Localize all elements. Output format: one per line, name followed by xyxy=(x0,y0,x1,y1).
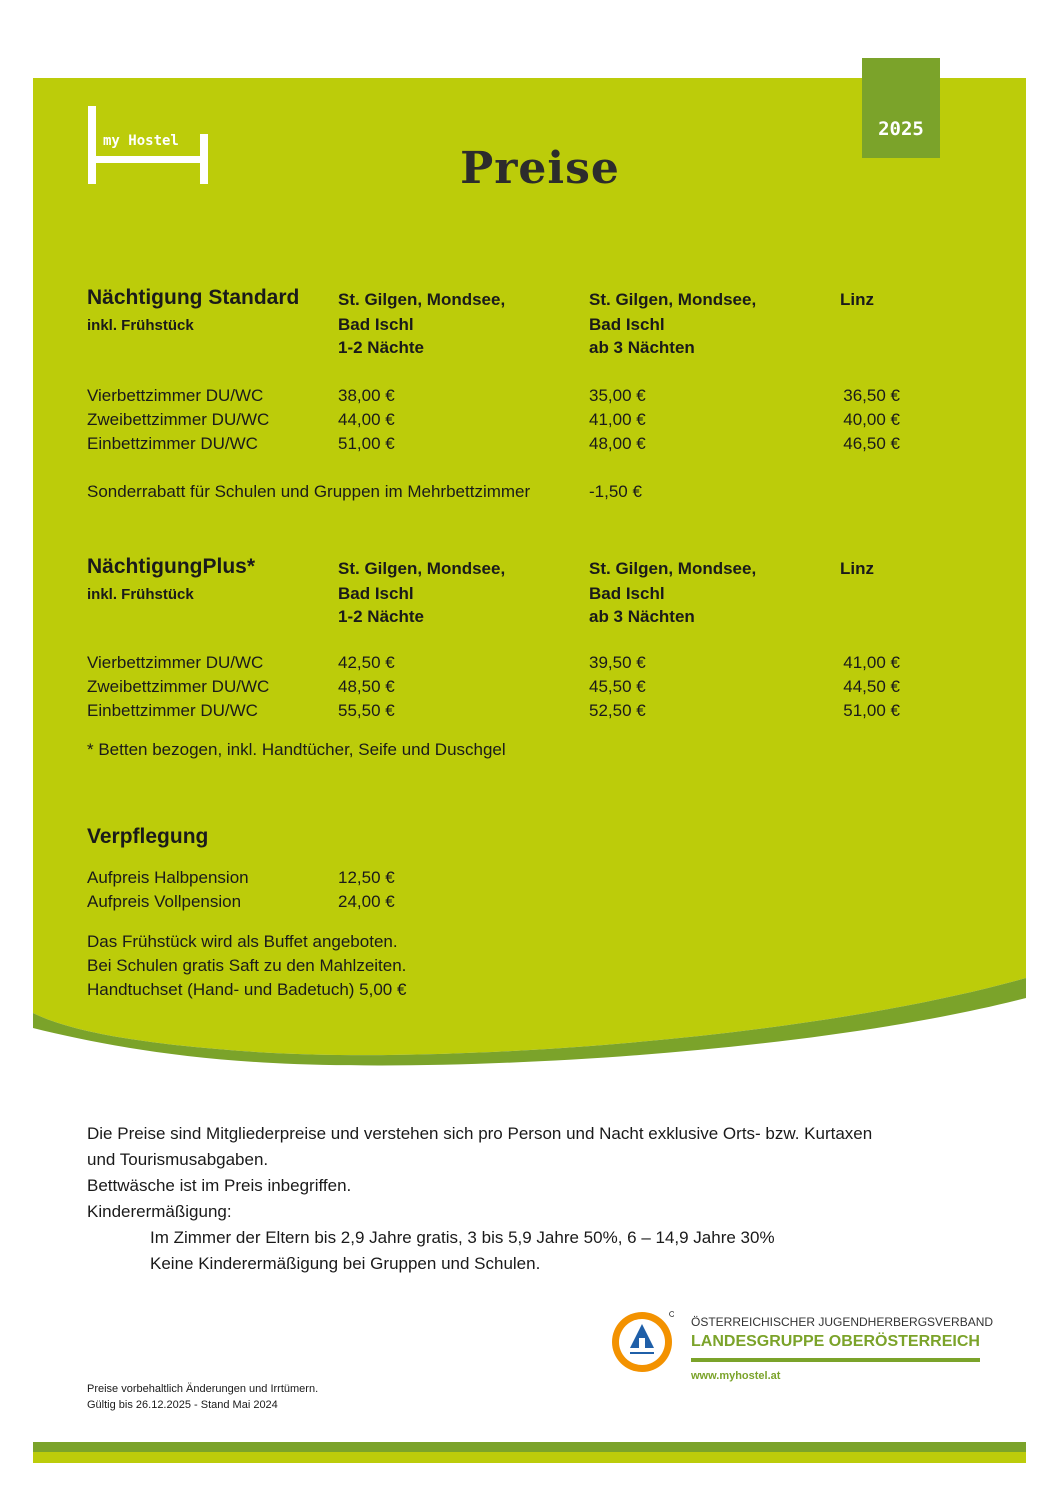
info-line-6: Keine Kinderermäßigung bei Gruppen und Schulen. xyxy=(150,1254,541,1273)
plus-row-2-room: Zweibettzimmer DU/WC xyxy=(87,677,270,696)
discount-value: -1,50 € xyxy=(589,482,642,501)
discount-label: Sonderrabatt für Schulen und Gruppen im Mehrbettzimmer xyxy=(87,482,531,501)
plus-subtitle: inkl. Frühstück xyxy=(87,586,194,603)
info-line-3: Bettwäsche ist im Preis inbegriffen. xyxy=(87,1176,352,1195)
standard-row-3-price2: 48,00 € xyxy=(589,434,646,453)
footer-bar-light xyxy=(33,1452,1026,1463)
plus-row-2-price2: 45,50 € xyxy=(589,677,646,696)
standard-row-3-price1: 51,00 € xyxy=(338,434,395,453)
info-line-2: und Tourismusabgaben. xyxy=(87,1150,269,1169)
plus-col3-line3: ab 3 Nächten xyxy=(589,607,695,626)
plus-col2-line1: St. Gilgen, Mondsee, xyxy=(338,559,506,578)
standard-row-1-price3: 36,50 € xyxy=(843,386,900,405)
standard-col3-line1: St. Gilgen, Mondsee, xyxy=(589,290,757,309)
standard-subtitle: inkl. Frühstück xyxy=(87,317,194,334)
standard-row-3-room: Einbettzimmer DU/WC xyxy=(87,434,258,453)
org-website: www.myhostel.at xyxy=(691,1370,781,1382)
standard-row-2-room: Zweibettzimmer DU/WC xyxy=(87,410,270,429)
plus-title: NächtigungPlus* xyxy=(87,555,256,578)
plus-col4-header: Linz xyxy=(840,559,874,578)
meals-row-1-label: Aufpreis Halbpension xyxy=(87,868,249,887)
plus-row-3-price3: 51,00 € xyxy=(843,701,900,720)
meals-title: Verpflegung xyxy=(87,825,209,848)
footer-line-2: Gültig bis 26.12.2025 - Stand Mai 2024 xyxy=(87,1399,278,1411)
plus-footnote: * Betten bezogen, inkl. Handtücher, Seife und Duschgel xyxy=(87,740,506,759)
plus-row-1-price2: 39,50 € xyxy=(589,653,646,672)
meals-row-1-price: 12,50 € xyxy=(338,868,395,887)
plus-row-3-price1: 55,50 € xyxy=(338,701,395,720)
info-line-1: Die Preise sind Mitgliederpreise und verstehen sich pro Person und Nacht exklusive Orts- bzw. Kurtaxen xyxy=(87,1124,873,1143)
plus-col3-line1: St. Gilgen, Mondsee, xyxy=(589,559,757,578)
standard-row-1-price2: 35,00 € xyxy=(589,386,646,405)
plus-row-3-price2: 52,50 € xyxy=(589,701,646,720)
footer-line-1: Preise vorbehaltlich Änderungen und Irrtümern. xyxy=(87,1383,319,1395)
standard-row-2-price2: 41,00 € xyxy=(589,410,646,429)
plus-row-3-room: Einbettzimmer DU/WC xyxy=(87,701,258,720)
hostelling-international-logo-icon xyxy=(610,1310,674,1374)
footer-bar-dark xyxy=(33,1442,1026,1452)
meals-note-3: Handtuchset (Hand- und Badetuch) 5,00 € xyxy=(87,980,407,999)
year-label: 2025 xyxy=(878,118,924,140)
plus-row-1-price1: 42,50 € xyxy=(338,653,395,672)
org-name-line: ÖSTERREICHISCHER JUGENDHERBERGSVERBAND xyxy=(691,1315,994,1329)
info-line-5: Im Zimmer der Eltern bis 2,9 Jahre gratis, 3 bis 5,9 Jahre 50%, 6 – 14,9 Jahre 30% xyxy=(150,1228,775,1247)
org-group-line: LANDESGRUPPE OBERÖSTERREICH xyxy=(691,1333,980,1350)
plus-row-2-price1: 48,50 € xyxy=(338,677,395,696)
plus-col2-line3: 1-2 Nächte xyxy=(338,607,424,626)
org-divider xyxy=(691,1358,980,1362)
standard-col3-line3: ab 3 Nächten xyxy=(589,338,695,357)
plus-col3-line2: Bad Ischl xyxy=(589,584,665,603)
standard-row-3-price3: 46,50 € xyxy=(843,434,900,453)
page-title: Preise xyxy=(460,143,620,194)
logo-text: my Hostel xyxy=(103,133,179,149)
plus-row-2-price3: 44,50 € xyxy=(843,677,900,696)
standard-col4-header: Linz xyxy=(840,290,874,309)
meals-row-2-label: Aufpreis Vollpension xyxy=(87,892,242,911)
standard-col3-line2: Bad Ischl xyxy=(589,315,665,334)
standard-title: Nächtigung Standard xyxy=(87,286,300,309)
meals-note-2: Bei Schulen gratis Saft zu den Mahlzeiten. xyxy=(87,956,407,975)
standard-row-2-price1: 44,00 € xyxy=(338,410,395,429)
meals-note-1: Das Frühstück wird als Buffet angeboten. xyxy=(87,932,398,951)
standard-col2-line3: 1-2 Nächte xyxy=(338,338,424,357)
standard-col2-line2: Bad Ischl xyxy=(338,315,414,334)
plus-row-1-room: Vierbettzimmer DU/WC xyxy=(87,653,264,672)
plus-col2-line2: Bad Ischl xyxy=(338,584,414,603)
standard-row-2-price3: 40,00 € xyxy=(843,410,900,429)
plus-row-1-price3: 41,00 € xyxy=(843,653,900,672)
standard-col2-line1: St. Gilgen, Mondsee, xyxy=(338,290,506,309)
standard-row-1-price1: 38,00 € xyxy=(338,386,395,405)
meals-row-2-price: 24,00 € xyxy=(338,892,395,911)
info-line-4: Kinderermäßigung: xyxy=(87,1202,232,1221)
standard-row-1-room: Vierbettzimmer DU/WC xyxy=(87,386,264,405)
